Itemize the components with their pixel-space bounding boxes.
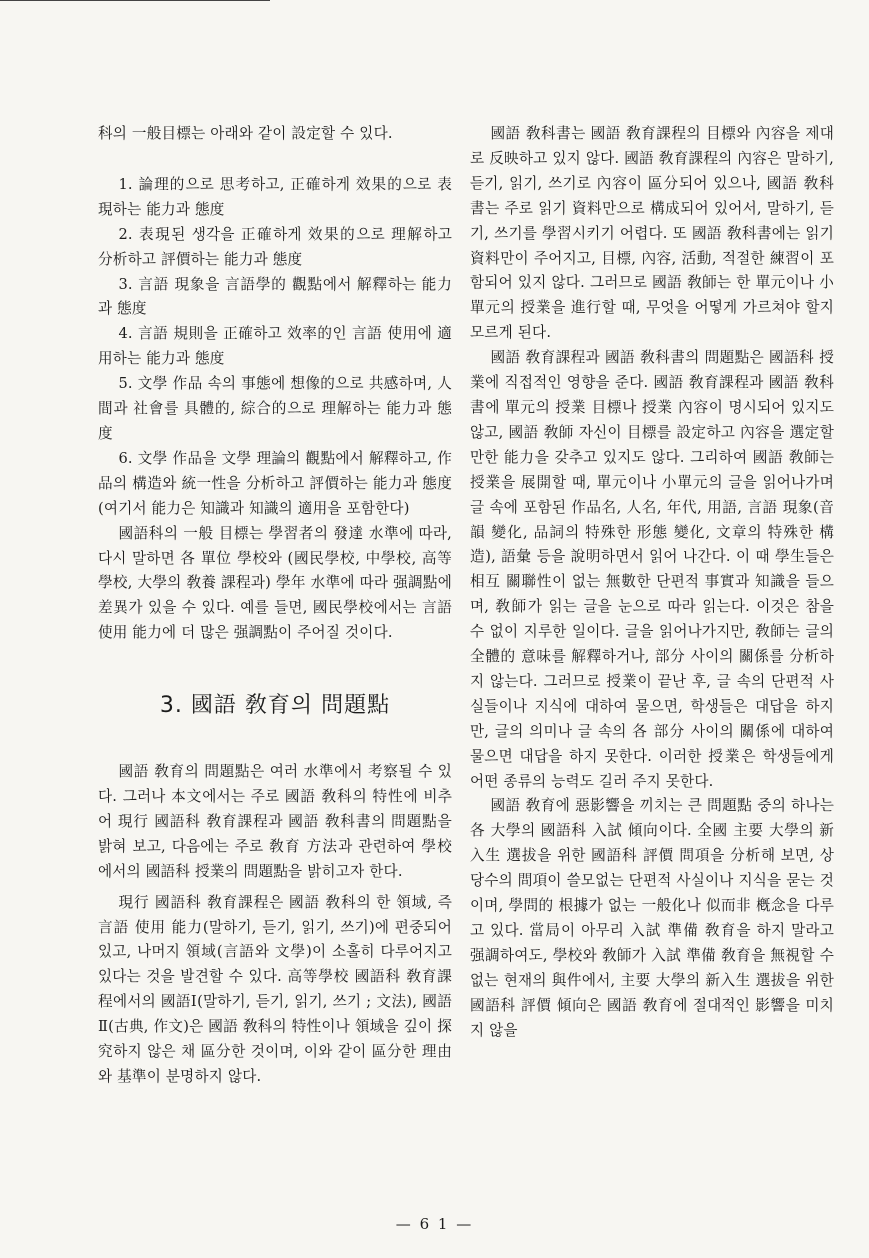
classroom-paragraph: 國語 敎育課程과 國語 敎科書의 問題點은 國語科 授業에 직접적인 영향을 준다. 國語 敎育課程과 國語 敎科書에 單元의 授業 目標나 授業 內容이 명시되어 있지도 않고, 國語 敎師 자신이 目標를 設定하고 內容을 選定할 만한 能力을 갖추고 있지도 않다. 그리하여 國語 敎師는 授業을 展開할 때, 單元이나 小單元의 글을 읽어나가며 글 속에 포함된 作品名, 人名, 年代, 用語, 言語 現象(音韻 變化, 品詞의 特殊한 形態 變化, 文章의 特殊한 構造), 語彙 등을 說明하면서 읽어 나간다. 이 때 學生들은 相互 關聯性이 없는 無數한 단편적 事實과 知識을 들으며, 敎師가 읽는 글을 눈으로 따라 읽는다. 이것은 참을 수 없이 지루한 일이다. 글을 읽어나가지만, 敎師는 글의 全體的 意味를 解釋하거나, 部分 사이의 關係를 分析하지 않는다. 그러므로 授業이 끝난 후, 글 속의 단편적 사실들이나 지식에 대하여 물으면, 학생들은 대답을 하지만, 글의 의미나 글 속의 各 部分 사이의 關係에 대하여 물으면 대답을 하지 못한다. 이러한 授業은 학생들에게 어떤 종류의 능력도 길러 주지 못한다. xyxy=(470,349,834,790)
goals-paragraph: 國語科의 一般 目標는 學習者의 發達 水準에 따라, 다시 말하면 各 單位 學校와 (國民學校, 中學校, 高等學校, 大學의 敎養 課程과) 學年 水準에 따라 强調點에 差異가 있을 수 있다. 예를 들면, 國民學校에서는 言語 使用 能力에 더 많은 强調點이 주어질 것이다. xyxy=(98,524,452,642)
section-paragraph-1: 國語 敎育의 問題點은 여러 水準에서 考察될 수 있다. 그러나 本文에서는 주로 國語 敎科의 特性에 비추어 現行 國語科 敎育課程과 國語 敎科書의 問題點을 밝혀 보고, 다음에는 주로 敎育 方法과 관련하여 學校에서의 國語科 授業의 問題點을 밝히고자 한다. xyxy=(98,763,452,880)
goal-item-4: 4. 言語 規則을 正確하고 效率的인 言語 使用에 適用하는 能力과 態度 xyxy=(98,325,452,368)
goal-item-5: 5. 文學 作品 속의 事態에 想像的으로 共感하며, 人間과 社會를 具體的, 綜合的으로 理解하는 能力과 態度 xyxy=(98,375,452,442)
goal-item-6: 6. 文學 作品을 文學 理論의 觀點에서 解釋하고, 作品의 構造와 統一性을 分析하고 評價하는 能力과 態度(여기서 能力은 知識과 知識의 適用을 포함한다) xyxy=(98,449,452,517)
left-column xyxy=(98,122,452,1090)
right-column xyxy=(470,122,834,1044)
intro-line: 科의 一般目標는 아래와 같이 設定할 수 있다. xyxy=(98,125,393,142)
top-rule xyxy=(0,0,270,1)
goal-item-3: 3. 言語 現象을 言語學的 觀點에서 解釋하는 能力과 態度 xyxy=(98,275,452,318)
section-paragraph-2: 現行 國語科 敎育課程은 國語 敎科의 한 領域, 즉 言語 使用 能力(말하기, 듣기, 읽기, 쓰기)에 편중되어 있고, 나머지 領域(言語와 文學)이 소홀히 다루어지고 있다는 것을 발견할 수 있다. 高等學校 國語科 敎育課程에서의 國語Ⅰ(말하기, 듣기, 읽기, 쓰기 ; 文法), 國語Ⅱ(古典, 作文)은 國語 敎科의 特性이나 領域을 깊이 探究하지 않은 채 區分한 것이며, 이와 같이 區分한 理由와 基準이 분명하지 않다. xyxy=(98,893,452,1085)
entrance-exam-paragraph: 國語 敎育에 惡影響을 끼치는 큰 問題點 중의 하나는 各 大學의 國語科 入試 傾向이다. 全國 主要 大學의 新入生 選拔을 위한 國語科 評價 問項을 分析해 보면, 상당수의 問項이 쓸모없는 단편적 사실이나 지식을 묻는 것이며, 學問的 根據가 없는 一般化나 似而非 槪念을 다루고 있다. 當局이 아무리 入試 準備 敎育을 하지 말라고 强調하여도, 學校와 敎師가 入試 準備 敎育을 無視할 수 없는 현재의 與件에서, 主要 大學의 新入生 選拔을 위한 國語科 評價 傾向은 國語 敎育에 절대적인 影響을 미치지 않을 xyxy=(470,797,834,1039)
textbook-paragraph: 國語 敎科書는 國語 敎育課程의 目標와 內容을 제대로 反映하고 있지 않다. 國語 敎育課程의 內容은 말하기, 듣기, 읽기, 쓰기로 內容이 區分되어 있으나, 國語 敎科書는 주로 읽기 資料만으로 構成되어 있어서, 말하기, 듣기, 쓰기를 學習시키기 어렵다. 또 國語 敎科書에는 읽기 資料만이 주어지고, 目標, 內容, 活動, 적절한 練習이 포함되어 있지 않다. 그러므로 國語 敎師는 한 單元이나 小單元의 授業을 進行할 때, 무엇을 어떻게 가르쳐야 할지 모르게 된다. xyxy=(470,125,834,342)
page-number: — 6 1 — xyxy=(395,1215,474,1233)
goal-item-2: 2. 表現된 생각을 正確하게 效果的으로 理解하고 分析하고 評價하는 能力과 態度 xyxy=(98,225,452,268)
section-heading: 3. 國語 敎育의 問題點 xyxy=(159,693,391,719)
goal-item-1: 1. 論理的으로 思考하고, 正確하게 效果的으로 表現하는 能力과 態度 xyxy=(98,175,452,218)
